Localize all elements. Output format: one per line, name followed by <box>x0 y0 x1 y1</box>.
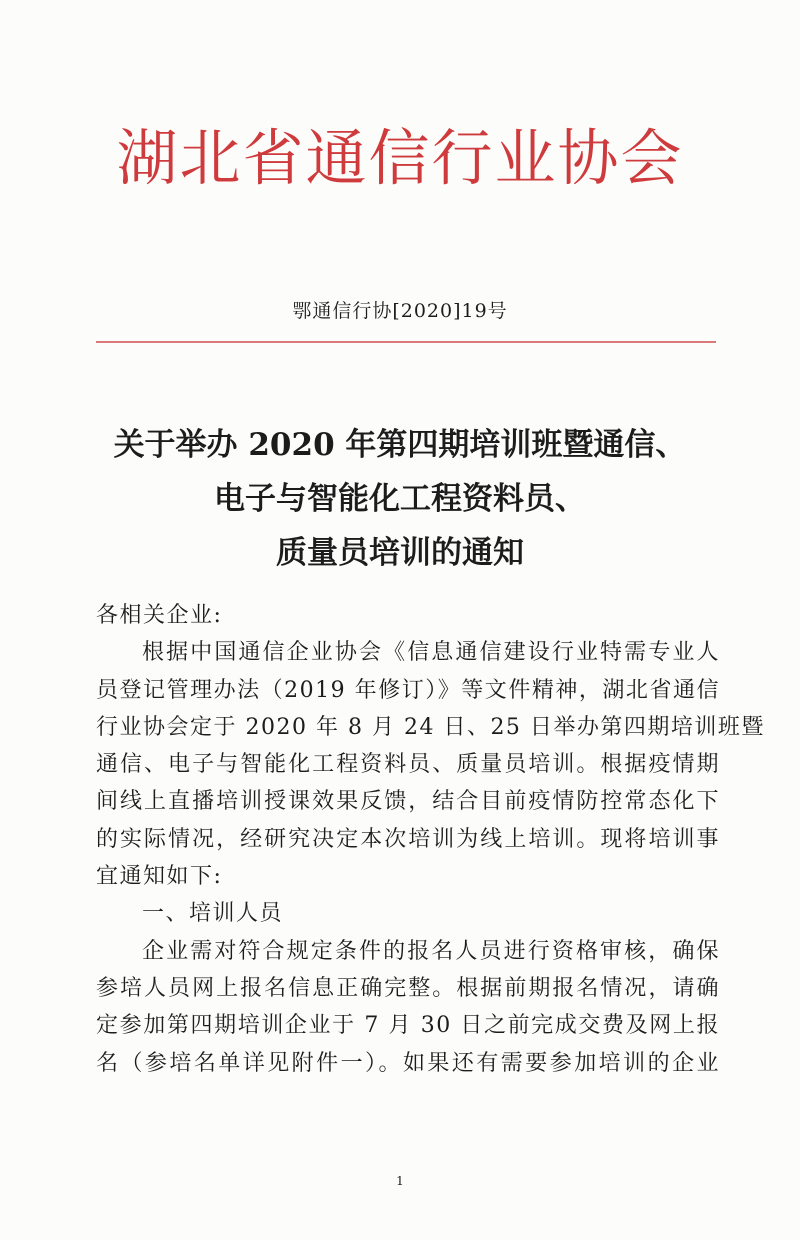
notice-title <box>0 418 800 580</box>
organization-header: 湖北省通信行业协会 <box>116 123 684 194</box>
section-heading: 一、培训人员 <box>142 901 284 927</box>
title-line: 电子与智能化工程资料员、 <box>214 481 586 517</box>
title-line: 关于举办 2020 年第四期培训班暨通信、 <box>113 427 687 463</box>
salutation: 各相关企业: <box>96 603 223 628</box>
paragraph-line: 企业需对符合规定条件的报名人员进行资格审核，确保 <box>142 938 720 964</box>
paragraph-line: 宜通知如下: <box>96 864 223 890</box>
paragraph-line: 参培人员网上报名信息正确完整。根据前期报名情况，请确 <box>96 975 720 1001</box>
paragraph-line: 间线上直播培训授课效果反馈，结合目前疫情防控常态化下 <box>96 789 720 815</box>
title-line: 质量员培训的通知 <box>276 535 524 571</box>
paragraph-line: 的实际情况，经研究决定本次培训为线上培训。现将培训事 <box>96 826 720 852</box>
document-number: 鄂通信行协[2020]19号 <box>292 300 508 322</box>
notice-body <box>96 597 765 1082</box>
paragraph-line: 根据中国通信企业协会《信息通信建设行业特需专业人 <box>142 640 720 666</box>
paragraph-line: 名（参培名单详见附件一）。如果还有需要参加培训的企业 <box>96 1050 720 1076</box>
paragraph-line: 员登记管理办法（2019 年修订）》等文件精神，湖北省通信 <box>96 677 720 703</box>
header-divider <box>96 341 716 343</box>
paragraph-line: 通信、电子与智能化工程资料员、质量员培训。根据疫情期 <box>96 752 720 778</box>
paragraph-line: 行业协会定于 2020 年 8 月 24 日、25 日举办第四期培训班暨 <box>96 714 765 740</box>
paragraph-line: 定参加第四期培训企业于 7 月 30 日之前完成交费及网上报 <box>96 1013 720 1039</box>
page-number: 1 <box>396 1174 404 1188</box>
